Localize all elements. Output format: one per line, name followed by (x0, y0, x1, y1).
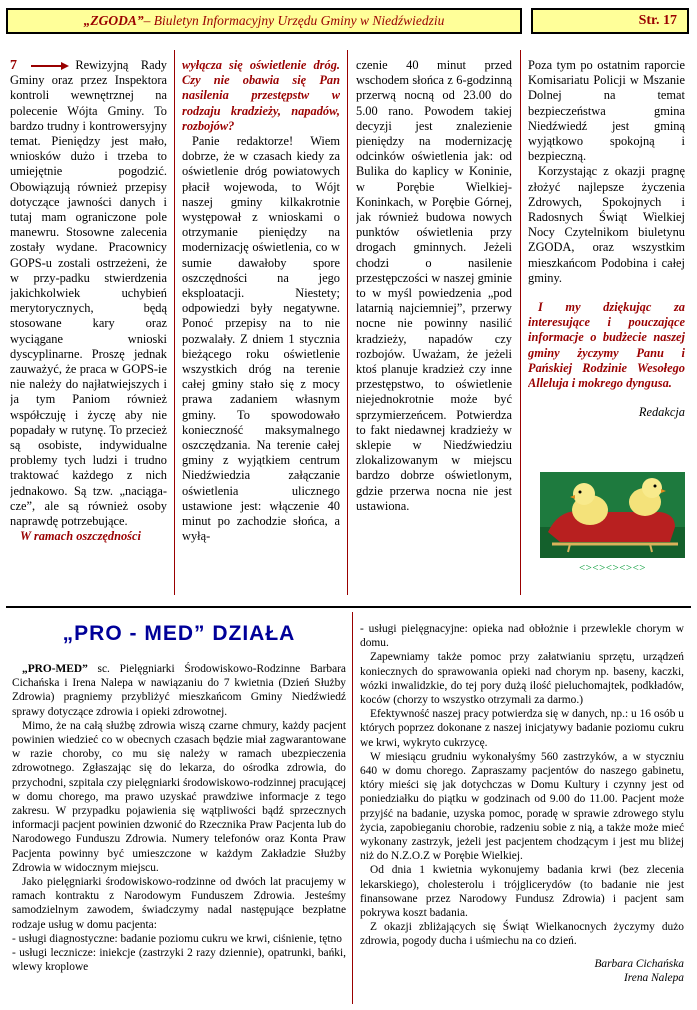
promed-paragraph-2: Mimo, że na całą służbę zdrowia wiszą czarne chmury, każdy pacjent powinien wiedzieć co w obecnych czasach będzie miał zagwarantowane w razie choroby, co mu się należy w ramach ubezpieczenia zdrowotnego. Zgłaszając się do lekarza, do ośrodka zdrowia, do przychodni, szpitala czy pielęgniarki środowiskowo-rodzinnej pracującej w domu chorego, ma prawo uzyskać prawdziwe informacje z tego zakresu. W przypadku pojawienia się wątpliwości bądź sprzecznych informacji pacjent powinien dzwonić do Rzecznika Praw Pacjenta lub do Narodowego Funduszu Zdrowia. Numery telefonów oraz Konta Praw Pacjenta powinny być umieszczone w każdym Zakładzie Służby Zdrowia w widocznym miejscu. (12, 719, 346, 874)
page-number (531, 8, 689, 34)
promed-right-paragraph-4: Od dnia 1 kwietnia wykonujemy badania krwi (bez zlecenia lekarskiego), cholesterolu i trójglicerydów (to badanie nie jest finansowane przez Narodowy Fundusz Zdrowia) i pacjent sam pokrywa koszt badania. (360, 864, 684, 920)
col1-paragraph-2: W ramach oszczędności (20, 529, 141, 544)
column-divider (347, 50, 348, 595)
promed-list-item: - usługi pielęgnacyjne: opieka nad obłożnie i przewlekle chorym w domu. (360, 623, 684, 650)
bulletin-header (6, 8, 522, 34)
continued-marker: 7 (10, 58, 17, 73)
promed-signature-2: Irena Nalepa (623, 971, 684, 984)
promed-right-paragraph-1: Zapewniamy także pomoc przy załatwianiu sprzętu, urządzeń koniecznych do sprawowania opieki nad chorym np. baseny, kaczki, wózki inwalidzkie, do tej pory dużą ilość pieluchomajtek, podkładów, koców (chorzy to wszystko otrzymali za darmo.) (360, 651, 684, 707)
col4-paragraph-2: Korzystając z okazji pragnę złożyć najlepsze życzenia Zdrowych, Spokojnych i Radosnych Świąt Wielkiej Nocy Czytelnikom biuletynu ZGODA, oraz wszystkim mieszkańcom Podobina i całej gminy. (528, 164, 685, 285)
col1-paragraph-1: Rewizyjną Rady Gminy oraz przez Inspektora kontroli wewnętrznej na polecenie Wójta Gminy. To bardzo trudny i kontrowersyjny temat. Pieniędzy jest mało, wniosków dużo i trzeba to umiejętnie pogodzić. Obowiązują również przepisy dotyczące jawności danych i tutaj mam ograniczone pole manewru. Stosowne zalecenia zostały wydane. Pracownicy GOPS-u zostali ostrzeżeni, że w przy-padku stwierdzenia jakichkolwiek uchybień merytorycznych, będą stosowane kary oraz wyciągane wnioski dyscyplinarne. Proszę jednak zauważyć, że praca w GOPS-ie nie należy do najłatwiejszych i ja tym Paniom również współczuję i życzę aby nie popadały w rutynę. To przecież są osobiste, indywidualne problemy tych ludzi i trudno traktować każdego z nich jednakowo. Są tzw. „naciąga-cze”, ale są również osoby naprawdę potrzebujące. (10, 58, 167, 529)
promed-name: „PRO-MED” (22, 663, 88, 675)
promed-left-column (12, 662, 346, 1007)
article-column-2 (182, 58, 340, 590)
editorial-signature: Redakcja (638, 405, 685, 420)
promed-signature-1: Barbara Cichańska (594, 957, 684, 970)
interview-answer: Panie redaktorze! Wiem dobrze, że w czasach kiedy za oświetlenie dróg powiatowych płacił wojewoda, to Wójt naszej gminy kilkakrotnie występował z wnioskami o otrzymanie pieniędzy na modernizację oświetlenia, co w sumie dawałoby spore oszczędności na jego eksploatacji. Niestety; odpowiedzi były negatywne. Ponoć przepisy na to nie pozwalały. Z dniem 1 stycznia bieżącego roku oświetlenie wszystkich dróg na terenie całej gminy stało się z mocy prawa zadaniem własnym gminy. To spowodowało konieczność maksymalnego oszczędzania. Na terenie całej gminy z wyjątkiem centrum Niedźwiedzia załączanie oświetlenia ulicznego ustawione jest: włączenie 40 minut po zachodzie słońca, a wyłą- (182, 134, 340, 544)
promed-right-paragraph-2: Efektywność naszej pracy potwierdza się w danych, np.: u 16 osób u których poprzez dokonane z naszej inicjatywy badanie poziomu cukru we krwi, wykryto cukrzycę. (360, 708, 684, 749)
bulletin-subtitle: – Biuletyn Informacyjny Urzędu Gminy w Niedźwiedziu (143, 13, 445, 28)
editorial-thanks: I my dziękując za interesujące i pouczające informacje o budżecie naszej gminy życzymy Panu i Pańskiej Rodzinie Wesołego Alleluja i mokrego dyngusa. (528, 300, 685, 391)
promed-list-item: - usługi diagnostyczne: badanie poziomu cukru we krwi, ciśnienie, tętno (12, 932, 342, 945)
easter-chicks-image (540, 472, 685, 558)
promed-intro: sc. Pielęgniarki Środowiskowo-Rodzinne Barbara Cichańska i Irena Nalepa w nawiązaniu do 7 kwietnia (Dzień Służby Zdrowia) pragniemy przybliżyć mieszkańcom Gminy Niedźwiedź sprawy dotyczące zdrowia i opieki zdrowotnej. (12, 663, 346, 718)
interview-question: wyłącza się oświetlenie dróg. Czy nie obawia się Pan nasilenia przestępstw w rodzaju kradzieży, napadów, rozbojów? (182, 58, 340, 133)
col4-paragraph-1: Poza tym po ostatnim raporcie Komisariatu Policji w Mszanie Dolnej na temat bezpieczeństwa gmina Niedźwiedź jest gminą wyjątkowo spokojną i bezpieczną. (528, 58, 685, 164)
page-number-label: Str. 17 (638, 13, 677, 28)
col3-text: czenie 40 minut przed wschodem słońca z 6-godzinną przerwą nocną od 23.00 do 5.00 rano. Powodem takiej decyzji jest znalezienie pieniędzy na modernizację odcinków oświetlenia jak: od Bulika do kaplicy w Koninie, w Porębie Wielkiej-Koninkach, w Porębie Górnej, jak również budowa nowych punktów oświetlenia przy drogach gminnych. Jeżeli chodzi o nasilenie przestępczości w naszej gminie to w myśl powiedzenia „pod latarnią najciemniej”, przerwy nocne nie powinny nasilić kradzieży, napadów czy rozbojów. Uważam, że jeżeli ktoś planuje kradzież czy inne przestępstwo, to oświetlenie niejednokrotnie może być sprzymierzeńcem. Potwierdza to fakt niedawnej kradzieży w sklepie w Niedźwiedziu zlokalizowanym w miejscu bardzo dobrze oświetlonym, gdzie przerwa nocna nie jest ustawiona. (356, 58, 512, 513)
promed-list-item: - usługi lecznicze: iniekcje (zastrzyki 2 razy dziennie), opatrunki, bańki, wlewy kroplowe (12, 947, 346, 974)
promed-title: „PRO - MED” DZIAŁA (62, 622, 296, 645)
article-column-4 (528, 58, 685, 470)
bulletin-name: „ZGODA” (83, 13, 144, 28)
section-separator (6, 606, 691, 608)
promed-right-paragraph-5: Z okazji zbliżających się Świąt Wielkanocnych życzymy dużo zdrowia, pogody ducha i uśmiechu na co dzień. (360, 921, 684, 948)
article-column-3 (356, 58, 512, 590)
column-divider (174, 50, 175, 595)
article-column-1 (10, 58, 167, 590)
decorative-border: <><><><><> (578, 562, 647, 574)
promed-paragraph-3: Jako pielęgniarki środowiskowo-rodzinne od dwóch lat pracujemy w ramach kontraktu z Narodowym Funduszem Zdrowia. Jesteśmy samodzielnym zawodem, świadczymy nadal następujące bezpłatne rodzaje usług w domu pacjenta: (12, 876, 346, 931)
promed-right-column (360, 622, 684, 1007)
column-divider (352, 612, 353, 1004)
arrow-right-icon (31, 62, 69, 70)
promed-right-paragraph-3: W miesiącu grudniu wykonałyśmy 560 zastrzyków, a w styczniu 640 w domu chorego. Zapraszamy pacjentów do naszego gabinetu, który mieści się jak dotychczas w Domu Kultury i czynny jest od poniedziałku do piątku w godzinach od 9.00 do 11.00. Pacjent może przyjść na badanie, uzyska pomoc, poradę w sprawie zdrowego stylu życia, zapobieganiu chorobie, radzeniu sobie z nią, a także może mieć wykonany zastrzyk, jeżeli jest pacjentem chodzącym i jest mu bliżej niż do N.Z.O.Z w Porębie Wielkiej. (360, 750, 684, 863)
column-divider (520, 50, 521, 595)
